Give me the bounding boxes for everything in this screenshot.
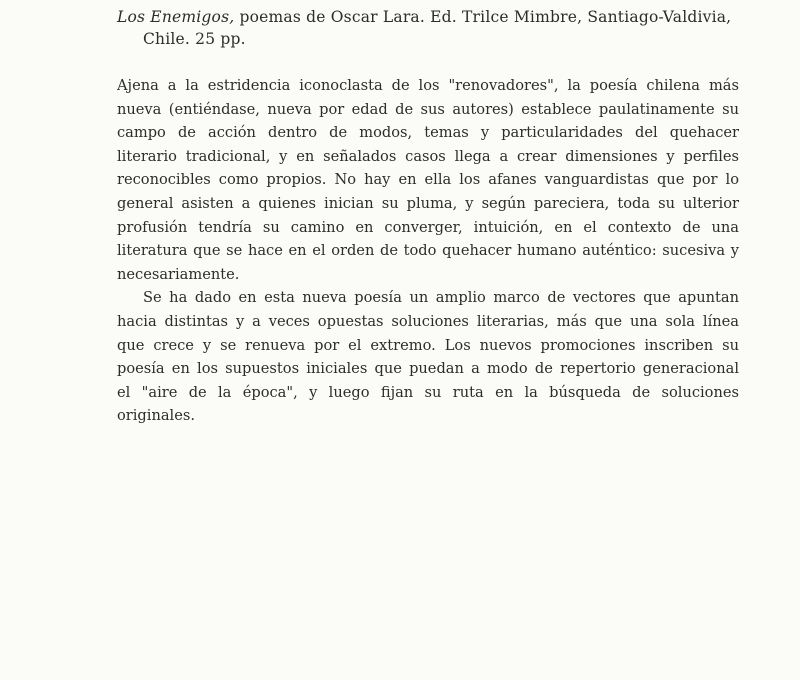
paragraph-1: Ajena a la estridencia iconoclasta de los "renovadores", la poesía chilena más nueva (entiéndase, nueva por edad de sus autores) establece paulatinamente su campo de acción dentro de modos, temas y particularidades del quehacer literario tradicional, y en señalados casos llega a crear dimensiones y perfiles reconocibles como propios. No hay en ella los afanes vanguardistas que por lo general asisten a quienes inician su pluma, y según pareciera, toda su ulterior profusión tendría su camino en converger, intuición, en el contexto de una literatura que se hace en el orden de todo quehacer humano auténtico: sucesiva y necesariamente.	[117, 77, 739, 283]
bibliographic-citation	[117, 6, 757, 50]
citation-continuation: Chile. 25 pp.	[143, 30, 246, 48]
citation-details: poemas de Oscar Lara. Ed. Trilce Mimbre, Santiago-Valdivia,	[234, 8, 732, 26]
book-title: Los Enemigos,	[117, 8, 235, 26]
review-body	[117, 74, 739, 428]
paragraph-2: Se ha dado en esta nueva poesía un amplio marco de vectores que apuntan hacia distintas y a veces opuestas soluciones literarias, más que una sola línea que crece y se renueva por el extremo. Los nuevos promociones inscriben su poesía en los supuestos iniciales que puedan a modo de repertorio generacional el "aire de la época", y luego fijan su ruta en la búsqueda de soluciones originales.	[117, 289, 739, 425]
